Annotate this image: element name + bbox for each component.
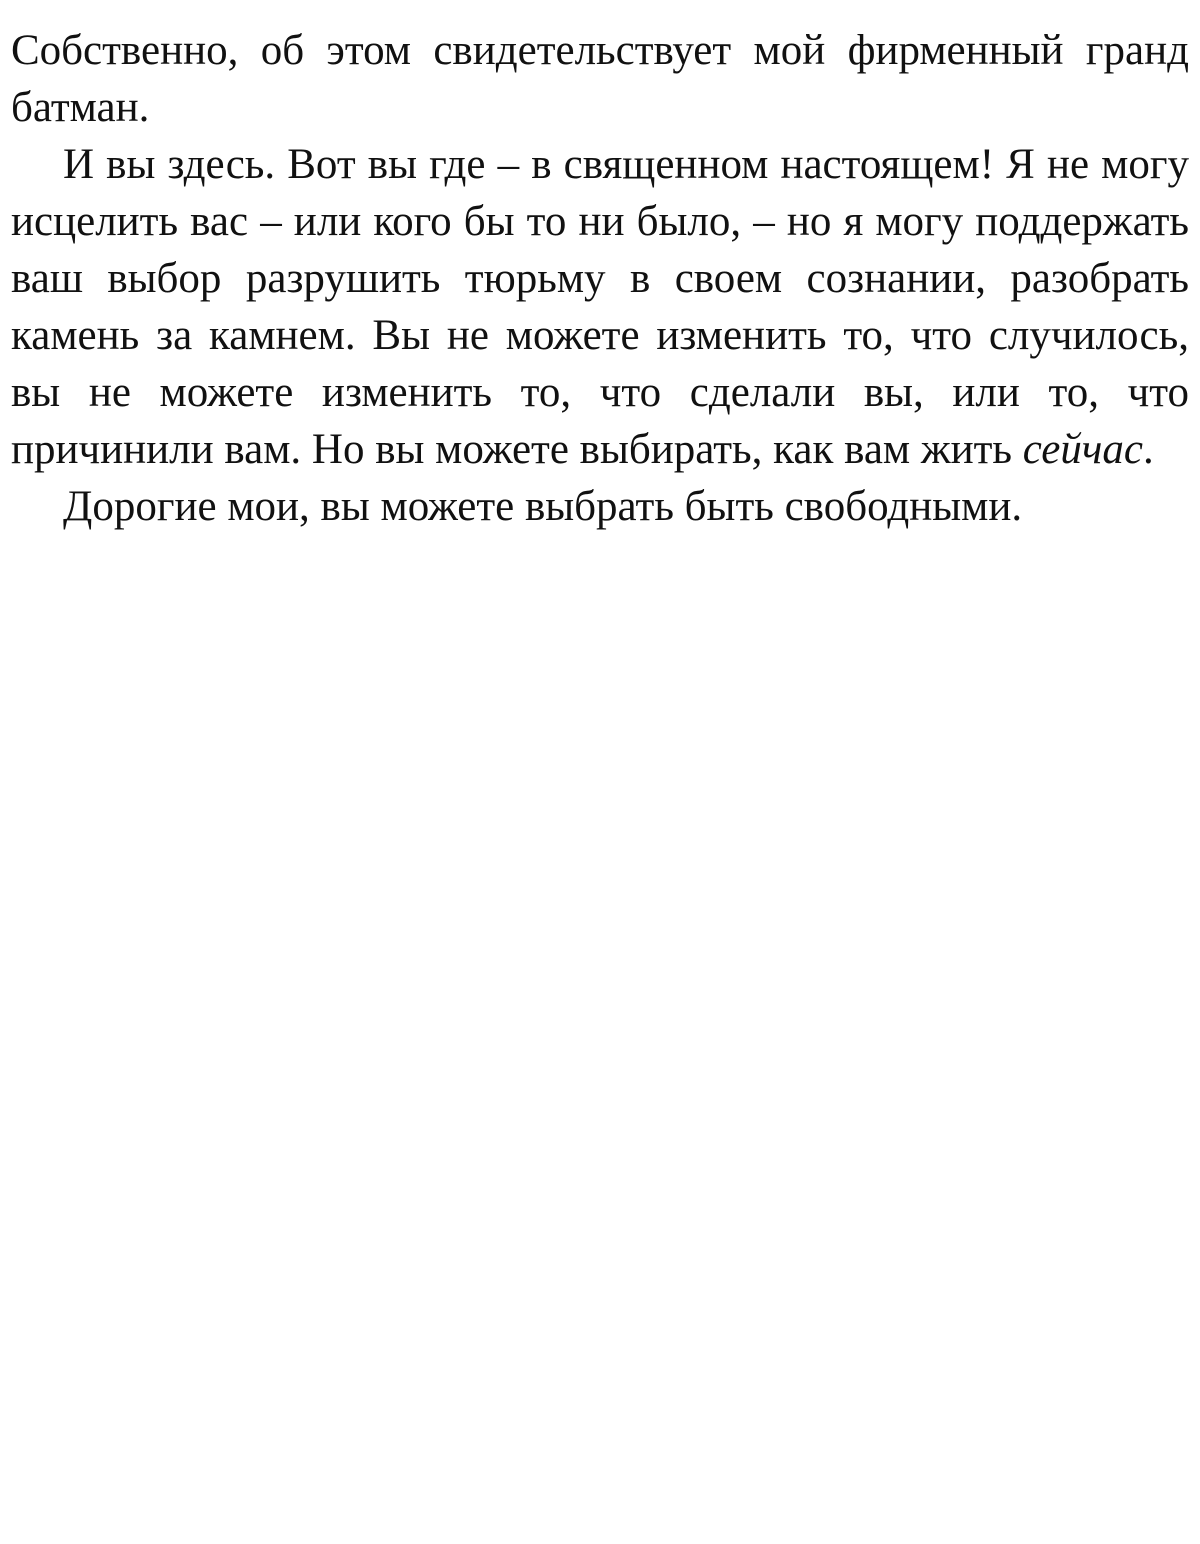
document-page bbox=[11, 22, 1189, 535]
paragraph-3-text: Дорогие мои, вы можете выбрать быть свободными. bbox=[63, 483, 1023, 530]
paragraph-2-tail: . bbox=[1142, 426, 1154, 473]
paragraph-2 bbox=[11, 136, 1189, 478]
paragraph-2-text: И вы здесь. Вот вы где – в священном настоящем! Я не могу исцелить вас – или кого бы то ни было, – но я могу поддержать ваш выбор разрушить тюрьму в своем сознании, разобрать камень за камнем. Вы не можете изменить то, что случилось, вы не можете изменить то, что сделали вы, или то, что причинили вам. Но вы можете выбирать, как вам жить bbox=[11, 141, 1189, 473]
paragraph-1-text: Собственно, об этом свидетельствует мой фирменный гранд батман. bbox=[11, 27, 1189, 131]
paragraph-3 bbox=[11, 478, 1189, 535]
paragraph-1 bbox=[11, 22, 1189, 136]
paragraph-2-emphasis: сейчас bbox=[1022, 426, 1143, 473]
